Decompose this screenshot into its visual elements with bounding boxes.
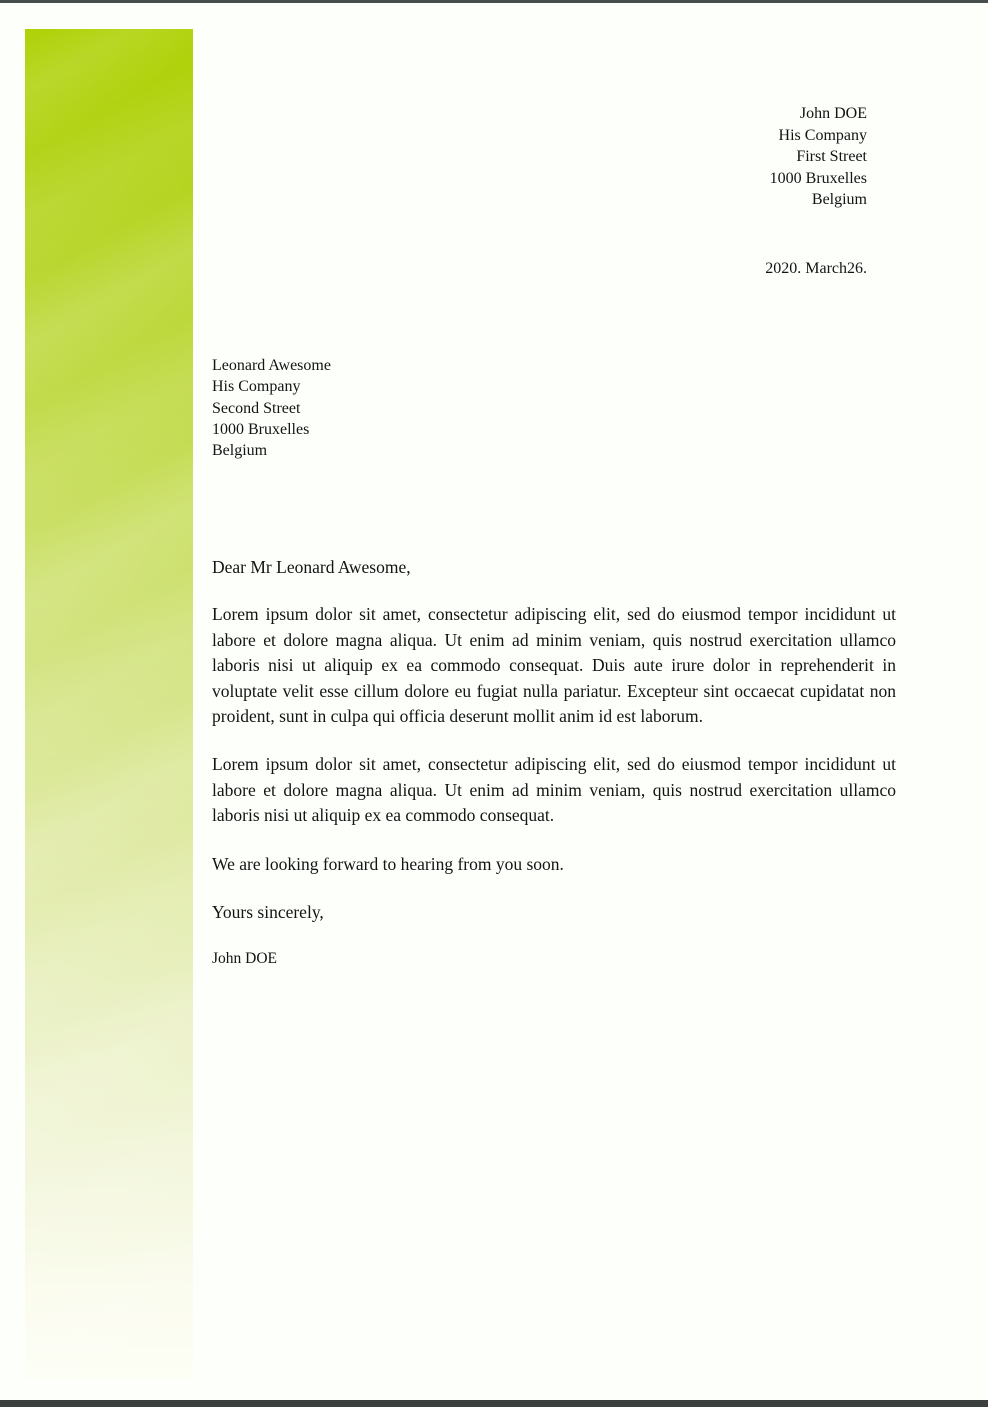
letter-body — [212, 555, 896, 969]
recipient-address-block — [212, 355, 331, 461]
recipient-street: Second Street — [212, 399, 301, 417]
sender-name: John DOE — [799, 105, 867, 122]
sender-city: 1000 Bruxelles — [769, 169, 867, 187]
window-frame-bottom-bar — [0, 1400, 988, 1407]
closing-line-text: We are looking forward to hearing from you soon. — [212, 853, 564, 874]
sender-country: Belgium — [811, 191, 867, 209]
recipient-city: 1000 Bruxelles — [212, 420, 310, 438]
salutation-text: Dear Mr Leonard Awesome, — [212, 557, 411, 577]
letter-date: 2020. March26. — [765, 260, 867, 277]
recipient-company: His Company — [212, 378, 301, 396]
window-frame-top-bar — [0, 0, 988, 3]
sender-street: First Street — [796, 148, 867, 166]
recipient-country: Belgium — [212, 442, 268, 460]
valediction-text: Yours sincerely, — [212, 902, 324, 923]
decorative-gradient-sidebar — [25, 29, 193, 1380]
sender-company: His Company — [778, 126, 867, 144]
signature-text: John DOE — [212, 950, 278, 968]
body-paragraph-1: Lorem ipsum dolor sit amet, consectetur adipiscing elit, sed do eiusmod tempor incididunt ut labore et dolore magna aliqua. Ut enim ad minim veniam, quis nostrud exercitation ullamco laboris nisi ut aliquip ex ea commodo consequat. Duis aute irure dolor in reprehenderit in voluptate velit esse cillum dolore eu fugiat nulla pariatur. Excepteur sint occaecat cupidatat non proident, sunt in culpa qui officia deserunt mollit anim id est laborum. — [212, 604, 896, 727]
recipient-name: Leonard Awesome — [212, 357, 331, 374]
sender-address-block — [770, 103, 867, 211]
body-paragraph-2: Lorem ipsum dolor sit amet, consectetur adipiscing elit, sed do eiusmod tempor incididunt ut labore et dolore magna aliqua. Ut enim ad minim veniam, quis nostrud exercitation ullamco laboris nisi ut aliquip ex ea commodo consequat. — [212, 754, 896, 826]
